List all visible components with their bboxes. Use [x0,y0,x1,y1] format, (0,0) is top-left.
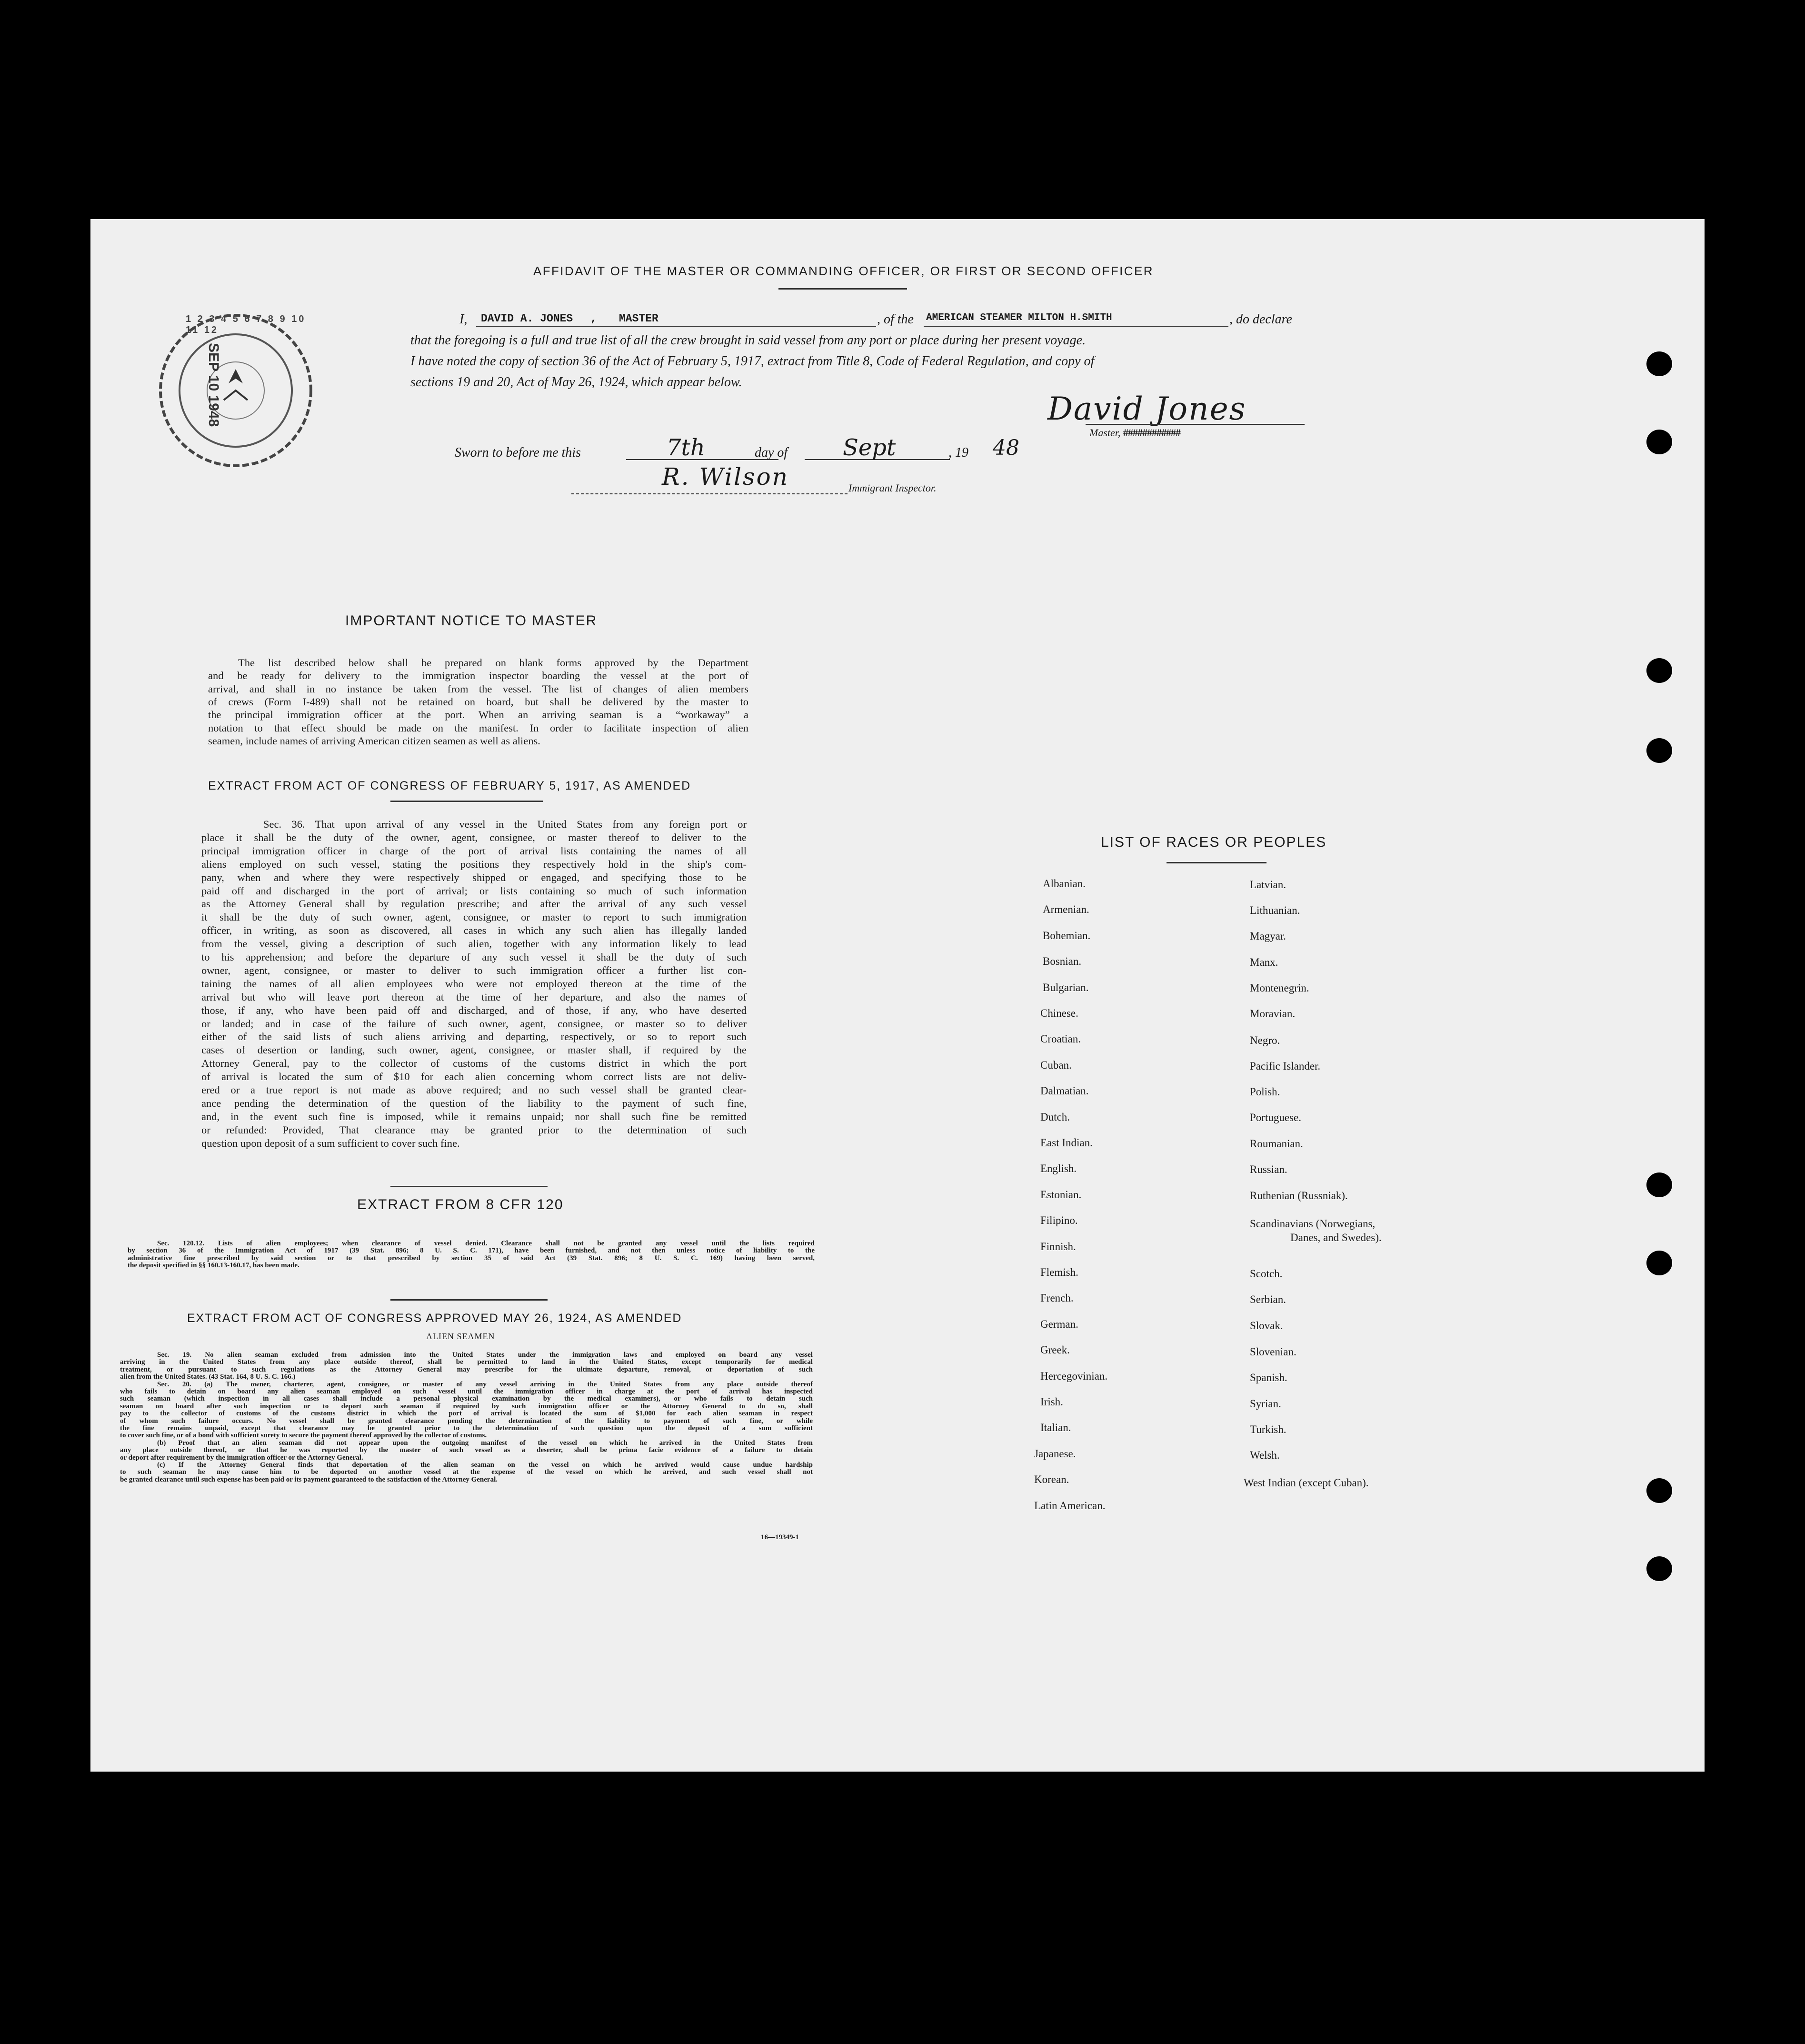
extract-1917-line: Attorney General, pay to the collector of customs of the customs district in which the port [201,1057,747,1070]
master-signature: David Jones [1047,391,1247,427]
race-item: Hercegovinian. [1040,1370,1108,1382]
race-item: Armenian. [1043,903,1089,916]
affidavit-line2: that the foregoing is a full and true list of all the crew brought in said vessel from any port or place during her present voyage. [410,333,1086,348]
notice-title: IMPORTANT NOTICE TO MASTER [345,613,598,629]
extract-1917-line: taining the names of all alien employees who were not employed thereon at the time of the [201,977,747,990]
cfr-line: the deposit specified in §§ 160.13-160.17, has been made. [128,1261,299,1269]
race-item: Roumanian. [1250,1138,1303,1150]
race-item: French. [1040,1292,1074,1304]
extract-1924-subtitle: ALIEN SEAMEN [426,1332,495,1341]
race-item: Filipino. [1040,1214,1078,1227]
extract-1917-line: owner, agent, consignee, or master to deliver to such immigration officer a further list con- [201,964,747,976]
extract-1924-line: the fine remains unpaid, except that clearance may be granted prior to the determination of such question upon the deposit of a sum sufficient [120,1424,813,1432]
extract-1924-top-rule [390,1299,548,1301]
extract-1917-line: question upon deposit of a sum sufficient to cover such fine. [201,1137,460,1149]
sworn-month-value: Sept [843,434,896,461]
race-item: Dalmatian. [1040,1085,1089,1097]
extract-1917-line: cases of desertion or landing, such owner, agent, consignee, or master shall, if required by the [201,1044,747,1056]
vessel-value: AMERICAN STEAMER MILTON H.SMITH [926,312,1112,323]
extract-1924-line: of whom such failure occurs. No vessel shall be granted clearance pending the determination of the liability to payment of such fine, or while [120,1417,813,1425]
race-item: Slovak. [1250,1320,1283,1332]
race-item: Finnish. [1040,1240,1076,1252]
extract-1917-line: paid off and discharged in the port of arrival; or lists containing so much of such information [201,884,747,897]
affidavit-title: AFFIDAVIT OF THE MASTER OR COMMANDING OFFICER, OR FIRST OR SECOND OFFICER [533,264,1154,278]
race-item: Bulgarian. [1043,981,1089,993]
year-prefix: , 19 [948,445,968,460]
notice-line: and be ready for delivery to the immigration inspector boarding the vessel at the port of [208,670,748,682]
race-item: Negro. [1250,1034,1280,1046]
race-item: Flemish. [1040,1266,1078,1278]
race-item: Korean. [1034,1473,1069,1486]
extract-1917-line: or refunded: Provided, That clearance may be granted prior to the determination of such [201,1123,747,1136]
sworn-day-value: 7th [667,434,705,461]
race-item: Dutch. [1040,1111,1070,1123]
race-item: Turkish. [1250,1423,1286,1435]
extract-1917-title: EXTRACT FROM ACT OF CONGRESS OF FEBRUARY 5, 1917, AS AMENDED [208,779,691,792]
race-item: Latin American. [1034,1499,1106,1512]
punch-hole [1646,430,1672,454]
form-number: 16—19349-1 [761,1533,799,1541]
of-the-label: , of the [877,312,914,327]
vessel-line [924,326,1228,327]
extract-1917-line: it shall be the duty of such owner, agent, consignee, or master to report to such immigration [201,911,747,923]
extract-1924-line: be granted clearance until such expense has been paid or its payment guaranteed to the satisfaction of the Attorney General. [120,1475,498,1483]
punch-hole [1646,1556,1672,1581]
extract-1924-line: alien from the United States. (43 Stat. 164, 8 U. S. C. 166.) [120,1373,296,1381]
extract-1917-line: ance pending the determination of the question of the liability to the payment of such fine, [201,1097,747,1109]
race-item: Estonian. [1040,1188,1082,1201]
extract-1917-line: as the Attorney General shall by regulation prescribe; and after the arrival of any such vessel [201,898,747,910]
race-item: Moravian. [1250,1008,1296,1020]
extract-1917-line: principal immigration officer in charge of the port of arrival lists containing the names of all [201,844,747,857]
extract-1924-line: to cover such fine, or of a bond with sufficient surety to secure the payment thereof approved by the collector of customs. [120,1432,487,1440]
extract-1924-title: EXTRACT FROM ACT OF CONGRESS APPROVED MAY 26, 1924, AS AMENDED [187,1312,682,1325]
master-name-value: DAVID A. JONES [481,312,573,325]
extract-1917-line: pany, when and where they were respectively shipped or engaged, and specifying those to be [201,871,747,883]
extract-1924-line: treatment, or pursuant to such regulations as the Attorney General may prescribe for the ultimate departure, removal, or deportation of such [120,1365,813,1373]
notice-line: The list described below shall be prepared on blank forms approved by the Department [238,657,748,669]
races-title-rule [1167,862,1266,863]
extract-1924-line: to such seaman he may cause him to be deported on another vessel at the expense of the vessel on which he arrived, and such vessel shall not [120,1468,813,1476]
race-item: Welsh. [1250,1449,1280,1461]
extract-1917-line: those, if any, who have been paid off and discharged, and of those, if any, who have deserted [201,1004,747,1016]
race-item: Scandinavians (Norwegians, [1250,1218,1376,1230]
extract-1917-line: Sec. 36. That upon arrival of any vessel in the United States from any foreign port or [263,818,747,830]
race-item: German. [1040,1318,1078,1330]
extract-1924-line: who fails to detain on board any alien seaman employed on such vessel until the immigration officer in charge at the port of arrival has inspected [120,1388,813,1395]
extract-1917-line: place it shall be the duty of the owner, agent, consignee, or master thereof to deliver to the [201,831,747,843]
race-item: Greek. [1040,1344,1070,1356]
affidavit-line4: sections 19 and 20, Act of May 26, 1924, which appear below. [410,375,742,390]
race-item: Cuban. [1040,1059,1072,1071]
punch-hole [1646,351,1672,376]
punch-hole [1646,1251,1672,1275]
master-struck-text: ############ [1123,427,1180,439]
race-item: Russian. [1250,1163,1287,1175]
extract-1917-rule [390,801,543,802]
extract-1917-line: of arrival is located the sum of $10 for each alien concerning whom correct lists are not deliv- [201,1071,747,1083]
extract-1924-line: Sec. 19. No alien seaman excluded from admission into the United States under the immigration laws and employed on board any vessel [157,1351,813,1359]
race-item: Latvian. [1250,879,1286,891]
race-item: Lithuanian. [1250,904,1300,916]
extract-1917-line: to his apprehension; and before the departure of any such vessel it shall be the duty of such [201,951,747,963]
extract-1917-line: or landed; and in case of the failure of such owner, agent, consignee, or master so to deliver [201,1017,747,1030]
comma: , [590,312,597,325]
day-of-label: day of [755,445,788,460]
punch-hole [1646,1172,1672,1197]
race-item: Albanian. [1043,878,1086,890]
race-item: Magyar. [1250,930,1286,942]
punch-hole [1646,1478,1672,1503]
extract-1917-line: officer, in writing, as soon as discovered, all cases in which any such alien has illegally landed [201,924,747,937]
stamp-ring-text: 1 2 3 4 5 6 7 8 9 10 11 12 [186,314,306,335]
sworn-label: Sworn to before me this [455,445,581,460]
race-item: Chinese. [1040,1007,1078,1019]
punch-hole [1646,738,1672,763]
race-item: Syrian. [1250,1398,1281,1410]
inspector-signature: R. Wilson [662,463,789,491]
extract-1917-line: either of the said lists of such aliens arriving and departing, respectively, or so to report such [201,1031,747,1043]
race-item: Montenegrin. [1250,982,1309,994]
extract-1924-line: any place outside thereof, or that he was reported by the master of such vessel as a deserter, shall be prima facie evidence of a failure to detain [120,1446,813,1454]
extract-1924-line: seaman on board after such inspection or to deport such seaman if required by such immigration officer or the Attorney General to do so, shall [120,1402,813,1410]
notice-line: of crews (Form I-489) shall not be retained on board, but shall be delivered by the master to [208,695,748,708]
race-item: Bohemian. [1043,929,1091,942]
extract-1917-line: arrival but who will leave port thereon at the time of her departure, and also the names of [201,991,747,1003]
inspector-label: Immigrant Inspector. [848,482,937,494]
affidavit-title-rule [778,288,907,290]
race-item: East Indian. [1040,1137,1093,1149]
extract-1917-line: aliens employed on such vessel, stating the positions they respectively hold in the ship's com- [201,858,747,870]
race-item: Ruthenian (Russniak). [1250,1190,1348,1202]
races-title: LIST OF RACES OR PEOPLES [1101,834,1327,850]
race-item: English. [1040,1162,1077,1175]
inspection-stamp [157,312,314,469]
extract-cfr-title: EXTRACT FROM 8 CFR 120 [357,1197,564,1212]
race-item: Irish. [1040,1396,1063,1408]
extract-1917-line: ered or a true report is not made as above required; and no such vessel shall be granted clear- [201,1084,747,1096]
cfr-top-rule [390,1186,548,1187]
race-item: Spanish. [1250,1372,1287,1383]
notice-line: the principal immigration officer at the port. When an arriving seaman is a “workaway” a [208,709,748,721]
master-label-text: Master, [1089,427,1123,439]
extract-1924-line: such seaman (which inspection in all cases shall include a personal physical examination by the medical examiners), or who fails to detain such [120,1395,813,1403]
extract-1924-line: pay to the collector of customs of the customs district in which the port of arrival is located the sum of $1,000 for each alien seaman in respect [120,1410,813,1418]
race-item: Slovenian. [1250,1346,1296,1358]
race-item: Italian. [1040,1422,1071,1434]
cfr-line: by section 36 of the Immigration Act of 1917 (39 Stat. 896; 8 U. S. C. 171), have been furnished, and not then unless notice of liability to the [128,1247,815,1255]
year-suffix-value: 48 [993,436,1019,460]
extract-1924-line: or deport after requirement by the immigration officer or the Attorney General. [120,1453,363,1462]
cfr-line: administrative fine prescribed by said section or to that prescribed by section 35 of said Act (39 Stat. 896; 8 U. S. C. 169) having been served, [128,1254,815,1262]
do-declare-label: , do declare [1229,312,1292,327]
race-item: Serbian. [1250,1293,1286,1305]
master-sign-line [1086,424,1305,425]
i-prefix: I, [459,312,468,327]
extract-1924-line: (b) Proof that an alien seaman did not appear upon the outgoing manifest of the vessel on which he arrived in the United States from [157,1439,813,1447]
race-item: Danes, and Swedes). [1290,1232,1382,1243]
extract-1924-line: Sec. 20. (a) The owner, charterer, agent, consignee, or master of any vessel arriving in the United States from any place outside thereof [157,1380,813,1388]
extract-1917-line: and, in the event such fine is imposed, while it remains unpaid; nor shall such fine be remitted [201,1110,747,1122]
notice-line: arrival, and shall in no instance be taken from the vessel. The list of changes of alien members [208,682,748,695]
race-item: Bosnian. [1043,955,1082,968]
name-line [476,326,876,327]
rank-value: MASTER [619,312,658,325]
race-item: Manx. [1250,956,1278,968]
notice-line: notation to that effect should be made on the manifest. In order to facilitate inspection of alien [208,721,748,734]
race-item: Polish. [1250,1086,1280,1098]
inspector-line [571,493,848,494]
race-item: Croatian. [1040,1033,1081,1045]
extract-1924-line: (c) If the Attorney General finds that deportation of the alien seaman on the vessel on which he arrived would cause undue hardship [157,1461,813,1469]
notice-line: seamen, include names of arriving American citizen seamen as well as aliens. [208,734,540,747]
race-item: West Indian (except Cuban). [1244,1477,1369,1489]
race-item: Portuguese. [1250,1112,1301,1123]
race-item: Pacific Islander. [1250,1060,1321,1072]
extract-1924-line: arriving in the United States from any place outside thereof, shall be permitted to land in the United States, except temporarily for medical [120,1358,813,1366]
extract-1917-line: from the vessel, giving a description of such alien, together with any information likely to lead [201,938,747,950]
cfr-line: Sec. 120.12. Lists of alien employees; when clearance of vessel denied. Clearance shall not be granted any vessel until the lists required [157,1240,815,1247]
punch-hole [1646,658,1672,683]
affidavit-line3: I have noted the copy of section 36 of the Act of February 5, 1917, extract from Title 8, Code of Federal Regulation, and copy of [410,354,1095,369]
stamp-date: SEP 10 1948 [206,343,221,427]
race-item: Japanese. [1034,1447,1076,1460]
race-item: Scotch. [1250,1268,1283,1280]
master-label [1089,427,1180,439]
